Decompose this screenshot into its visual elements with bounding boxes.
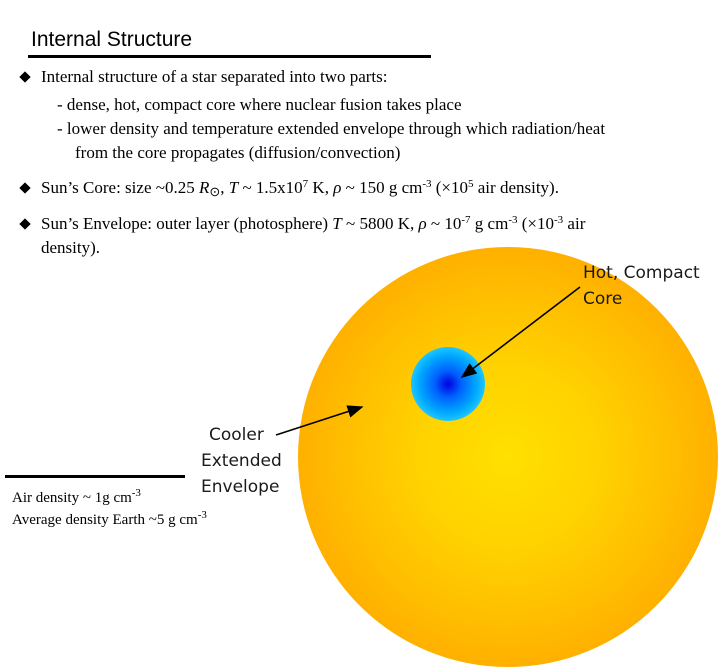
- core-label-line2: Core: [583, 289, 623, 309]
- core-pointer-arrow: [462, 287, 580, 377]
- envelope-pointer-arrow: [276, 407, 362, 435]
- footnote-air-density: Air density ~ 1g $cm^{-3}$: [12, 487, 141, 506]
- bullet-3-text: Sun’s Envelope: outer layer (photosphere) T ~ 5800 K, ρ ~ $10^{-7}$ g $cm^{-3}$ ($\times 10^{-3}$ air: [41, 214, 586, 233]
- bullet-1-sub-envelope: - lower density and temperature extended envelope through which radiation/heat: [57, 119, 606, 138]
- sun-symbol-icon: ⊙: [209, 184, 221, 199]
- slide-title: Internal Structure: [31, 28, 193, 51]
- bullet-1-sub-envelope-cont: from the core propagates (diffusion/convection): [75, 143, 401, 162]
- envelope-label-line3: Envelope: [201, 477, 280, 497]
- bullet-2-text: Sun’s Core: size ~0.25 R⊙, T ~ $1.5x10^7$ K, ρ ~ 150 g $cm^{-3}$ ($\times 10^5$ air density).: [41, 178, 559, 199]
- bullet-3-text-cont: density).: [41, 238, 101, 257]
- bullet-1-sub-core: - dense, hot, compact core where nuclear fusion takes place: [57, 95, 462, 114]
- bullet-1-text: Internal structure of a star separated into two parts:: [41, 67, 388, 86]
- envelope-label-line2: Extended: [201, 451, 282, 471]
- core-label-line1: Hot, Compact: [583, 263, 700, 283]
- envelope-label-line1: Cooler: [209, 425, 264, 445]
- footnote-earth-density: Average density Earth ~5 g $cm^{-3}$: [12, 509, 207, 528]
- footnote-rule: [5, 475, 185, 478]
